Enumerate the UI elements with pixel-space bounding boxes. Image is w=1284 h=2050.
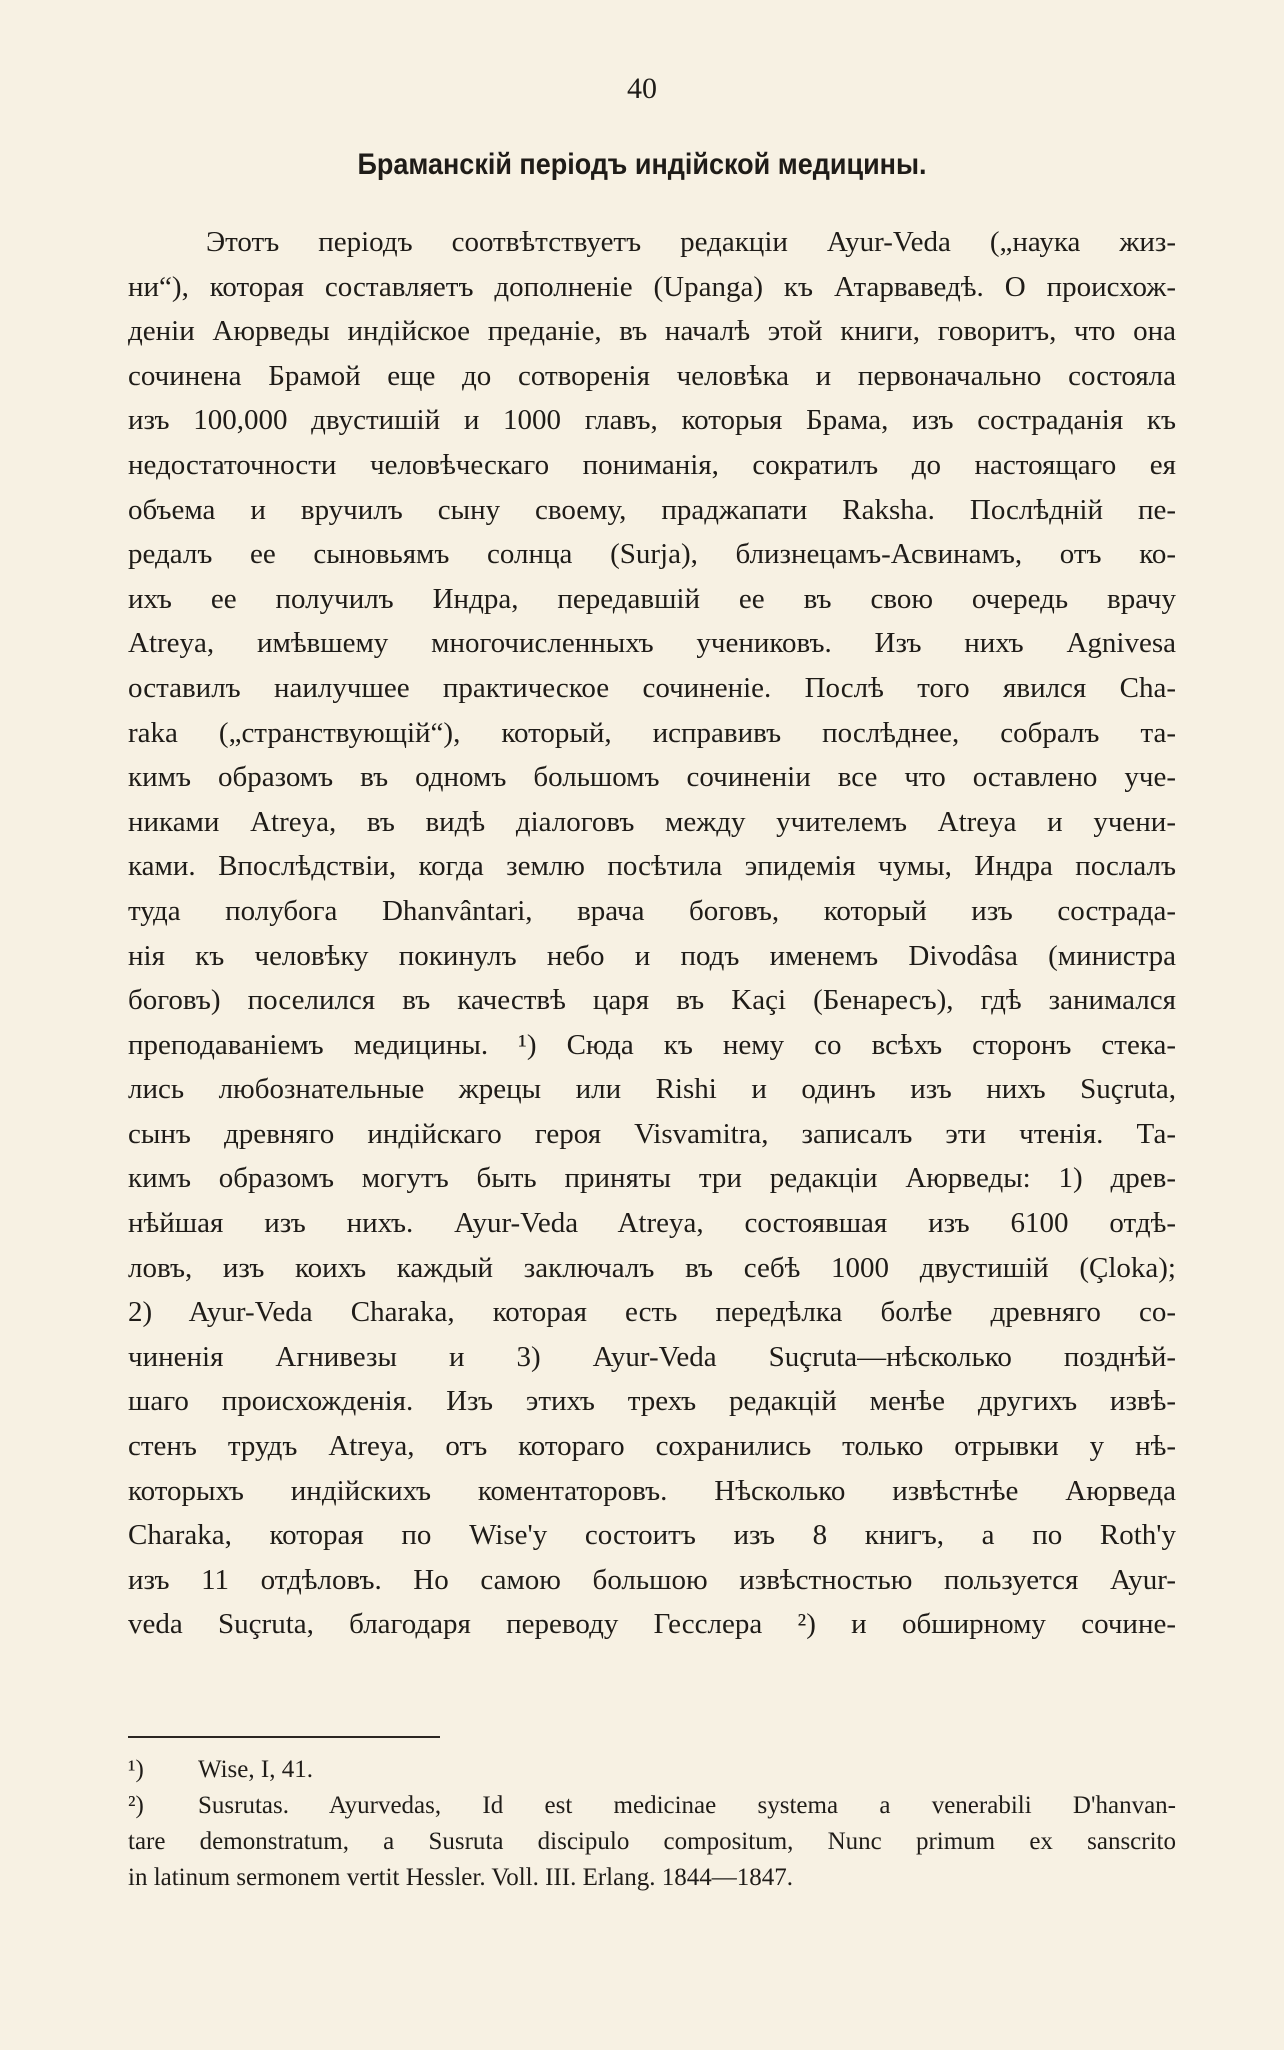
footnotes: [128, 1752, 1176, 1896]
body-line: лись любознательные жрецы или Rishi и одинъ изъ нихъ Suçruta,: [128, 1073, 1176, 1106]
body-line: кимъ образомъ могутъ быть приняты три редакціи Аюрведы: 1) древ-: [128, 1162, 1176, 1195]
body-line: изъ 11 отдѣловъ. Но самою большою извѣстностью пользуется Ayur-: [128, 1563, 1176, 1596]
body-text: [128, 220, 1176, 1647]
body-line: 2) Ayur-Veda Charaka, которая есть передѣлка болѣе древняго со-: [128, 1296, 1176, 1329]
body-line: недостаточности человѣческаго пониманія, сократилъ до настоящаго ея: [128, 448, 1176, 481]
footnote-2: [128, 1788, 1176, 1824]
footnote-text: Wise, I, 41.: [198, 1756, 313, 1783]
body-line: ками. Впослѣдствіи, когда землю посѣтила эпидемія чумы, Индра послалъ: [128, 850, 1176, 883]
page-number: 40: [627, 72, 657, 105]
body-line: преподаваніемъ медицины. ¹) Сюда къ нему со всѣхъ сторонъ стека-: [128, 1028, 1176, 1061]
footnote-line: in latinum sermonem vertit Hessler. Voll. III. Erlang. 1844—1847.: [128, 1864, 793, 1891]
footnote-mark: ²): [128, 1792, 144, 1819]
body-line: сынъ древняго индійскаго героя Visvamitra, записалъ эти чтенія. Та-: [128, 1117, 1176, 1150]
footnote-mark: ¹): [128, 1756, 144, 1783]
body-line: нѣйшая изъ нихъ. Ayur-Veda Atreya, состоявшая изъ 6100 отдѣ-: [128, 1207, 1176, 1240]
body-line: Charaka, которая по Wise'у состоитъ изъ 8 книгъ, а по Roth'у: [128, 1519, 1176, 1552]
footnote-divider: [128, 1736, 440, 1738]
chapter-title: Браманскій періодъ индійской медицины.: [357, 148, 927, 181]
body-line: редалъ ее сыновьямъ солнца (Surja), близнецамъ-Асвинамъ, отъ ко-: [128, 538, 1176, 571]
body-line: которыхъ индійскихъ коментаторовъ. Нѣсколько извѣстнѣе Аюрведа: [128, 1474, 1176, 1507]
body-line: боговъ) поселился въ качествѣ царя въ Kaçi (Бенаресъ), гдѣ занимался: [128, 984, 1176, 1017]
body-line: шаго происхожденія. Изъ этихъ трехъ редакцій менѣе другихъ извѣ-: [128, 1385, 1176, 1418]
body-line: нія къ человѣку покинулъ небо и подъ именемъ Divodâsa (министра: [128, 939, 1176, 972]
body-line: Этотъ періодъ соотвѣтствуетъ редакціи Ayur-Veda („наука жиз-: [206, 226, 1176, 258]
body-line: оставилъ наилучшее практическое сочиненіе. Послѣ того явился Cha-: [128, 671, 1176, 704]
footnote-text: Susrutas. Ayurvedas, Id est medicinae systema a venerabili D'hanvan-: [198, 1792, 1176, 1819]
body-line: чиненія Агнивезы и 3) Ayur-Veda Suçruta—нѣсколько позднѣй-: [128, 1340, 1176, 1373]
footnote-line: tare demonstratum, a Susruta discipulo compositum, Nunc primum ex sanscrito: [128, 1828, 1176, 1855]
body-line: кимъ образомъ въ одномъ большомъ сочиненіи все что оставлено уче-: [128, 761, 1176, 794]
body-line: сочинена Брамой еще до сотворенія человѣка и первоначально состояла: [128, 359, 1176, 392]
body-line: объема и вручилъ сыну своему, праджапати Raksha. Послѣдній пе-: [128, 493, 1176, 526]
body-line: стенъ трудъ Atreya, отъ котораго сохранились только отрывки у нѣ-: [128, 1430, 1176, 1463]
body-line: туда полубога Dhanvântari, врача боговъ, который изъ сострада-: [128, 894, 1176, 927]
body-line: изъ 100,000 двустишій и 1000 главъ, которыя Брама, изъ состраданія къ: [128, 404, 1176, 437]
body-line: никами Atreya, въ видѣ діалоговъ между учителемъ Atreya и учени-: [128, 805, 1176, 838]
footnote-1: [128, 1752, 1176, 1788]
body-line: Atreya, имѣвшему многочисленныхъ учениковъ. Изъ нихъ Agnivesa: [128, 627, 1176, 660]
body-line: ихъ ее получилъ Индра, передавшій ее въ свою очередь врачу: [128, 582, 1176, 615]
body-line: ни“), которая составляетъ дополненіе (Upanga) къ Атарваведѣ. О происхож-: [128, 270, 1176, 303]
body-line: raka („странствующій“), который, исправивъ послѣднее, собралъ та-: [128, 716, 1176, 749]
body-line: veda Suçruta, благодаря переводу Гесслера ²) и обширному сочине-: [128, 1608, 1176, 1641]
body-line: деніи Аюрведы индійское преданіе, въ началѣ этой книги, говоритъ, что она: [128, 315, 1176, 348]
body-line: ловъ, изъ коихъ каждый заключалъ въ себѣ 1000 двустишій (Çloka);: [128, 1251, 1176, 1284]
